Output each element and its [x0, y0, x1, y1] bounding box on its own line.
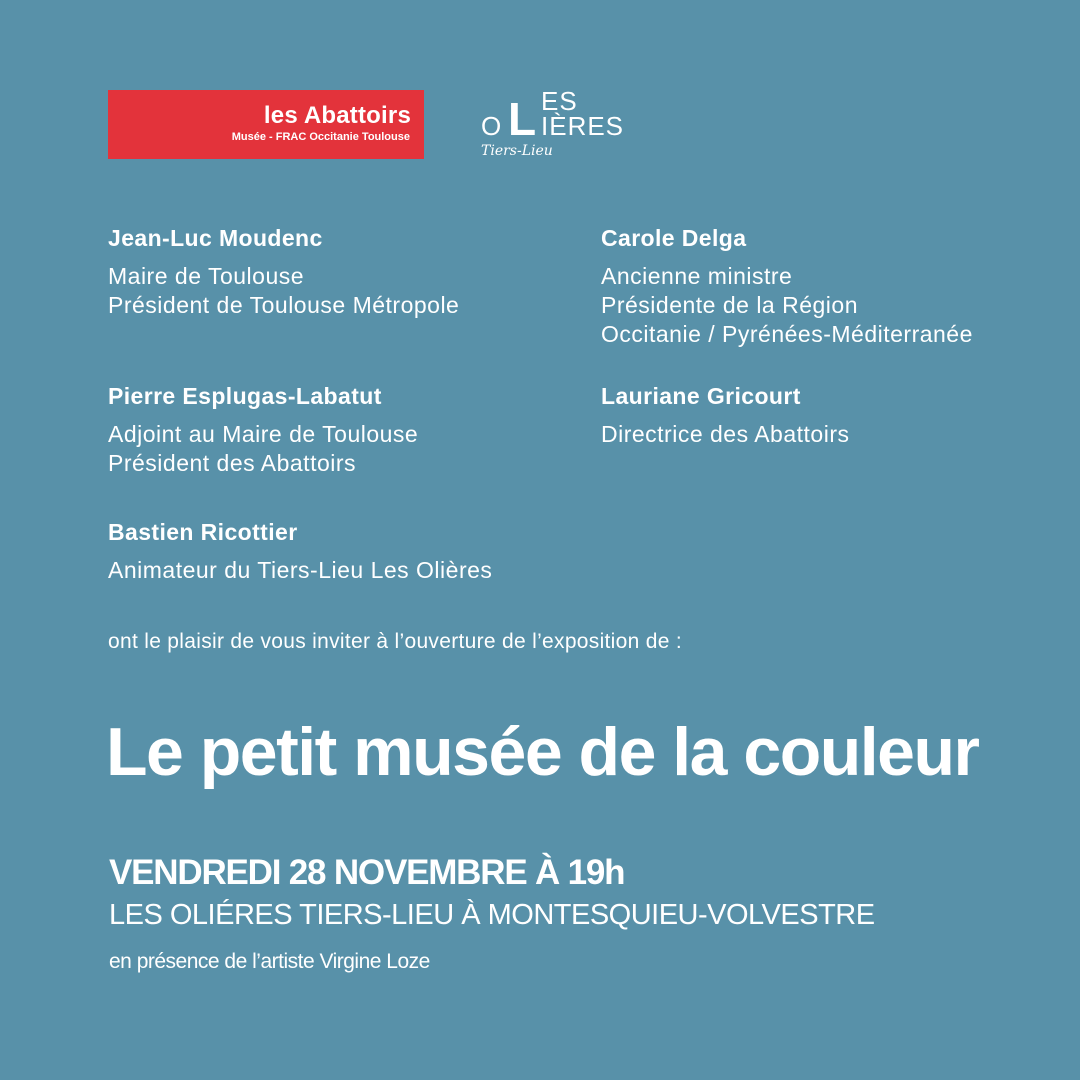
abattoirs-logo-name: les Abattoirs: [263, 102, 411, 129]
invitation-text: ont le plaisir de vous inviter à l’ouverture de l’exposition de :: [108, 630, 682, 653]
host-roles: [601, 420, 849, 449]
host-role: Animateur du Tiers-Lieu Les Olières: [108, 557, 493, 583]
olieres-logo-l: L: [508, 93, 537, 145]
host-roles: [108, 420, 418, 478]
host-role: Maire de Toulouse: [108, 263, 305, 289]
event-venue: LES OLIÉRES TIERS-LIEU À MONTESQUIEU-VOLVESTRE: [109, 899, 875, 931]
host-role: Ancienne ministre: [601, 263, 793, 289]
host-block: [601, 382, 849, 449]
host-block: [108, 382, 418, 478]
olieres-logo-les: ES: [541, 86, 578, 116]
host-role: Occitanie / Pyrénées-Méditerranée: [601, 321, 973, 347]
host-role: Présidente de la Région: [601, 292, 858, 318]
host-role: Adjoint au Maire de Toulouse: [108, 421, 419, 447]
exhibition-title: Le petit musée de la couleur: [106, 714, 979, 790]
host-name: Lauriane Gricourt: [601, 383, 801, 409]
host-roles: [601, 262, 973, 349]
olieres-logo-o: O: [481, 111, 502, 141]
host-block: [108, 518, 492, 585]
host-name: Bastien Ricottier: [108, 519, 298, 545]
olieres-logo: [478, 82, 648, 162]
event-date: VENDREDI 28 NOVEMBRE À 19h: [109, 853, 625, 892]
host-role: Directrice des Abattoirs: [601, 421, 850, 447]
host-role: Président de Toulouse Métropole: [108, 292, 460, 318]
host-block: [601, 224, 973, 349]
olieres-logo-ieres: IÈRES: [541, 111, 625, 141]
host-name: Carole Delga: [601, 225, 747, 251]
olieres-logo-script: Tiers-Lieu: [481, 143, 553, 159]
host-role: Président des Abattoirs: [108, 450, 357, 476]
host-block: [108, 224, 459, 320]
host-roles: [108, 556, 492, 585]
host-roles: [108, 262, 459, 320]
artist-presence: en présence de l’artiste Virgine Loze: [109, 950, 430, 973]
host-name: Jean-Luc Moudenc: [108, 225, 323, 251]
host-name: Pierre Esplugas-Labatut: [108, 383, 382, 409]
abattoirs-logo-subtitle: Musée - FRAC Occitanie Toulouse: [231, 131, 410, 143]
abattoirs-logo: [108, 90, 424, 159]
